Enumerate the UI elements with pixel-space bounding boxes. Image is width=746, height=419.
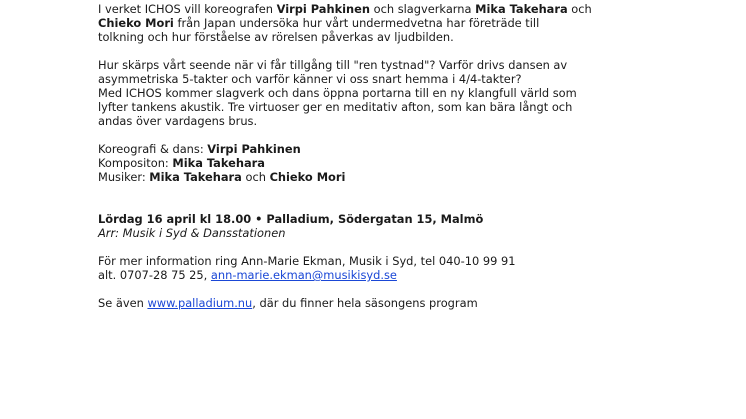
intro-line-2: [98, 16, 738, 30]
choreographer-name: Virpi Pahkinen: [276, 2, 370, 16]
para2-line-1: Hur skärps vårt seende när vi får tillgång till "ren tystnad"? Varför drivs dansen av: [98, 58, 568, 72]
spacer: [98, 44, 738, 58]
event-arranger: Arr: Musik i Syd & Dansstationen: [98, 226, 286, 240]
credit-name: Chieko Mori: [269, 170, 346, 184]
palladium-website-link[interactable]: www.palladium.nu: [147, 296, 253, 310]
see-also-suffix: , där du finner hela säsongens program: [252, 296, 478, 310]
spacer: [98, 240, 738, 254]
credit-name: Mika Takehara: [172, 156, 265, 170]
intro-text: och slagverkarna: [370, 2, 476, 16]
percussionist-name: Chieko Mori: [98, 16, 174, 30]
contact-line-1: För mer information ring Ann-Marie Ekman, Musik i Syd, tel 040-10 99 91: [98, 254, 516, 268]
intro-text: från Japan undersöka hur vårt undermedvetna har företräde till: [173, 16, 540, 30]
credit-choreography: [98, 142, 738, 156]
spacer: [98, 184, 738, 212]
contact-phone-text: alt. 0707-28 75 25,: [98, 268, 211, 282]
para2-line-5: andas över vardagens brus.: [98, 114, 258, 128]
spacer: [98, 282, 738, 296]
spacer: [98, 128, 738, 142]
see-also-prefix: Se även: [98, 296, 148, 310]
credit-label: Musiker:: [98, 170, 150, 184]
intro-line-1: [98, 2, 738, 16]
intro-text: I verket ICHOS vill koreografen: [98, 2, 277, 16]
credit-label: Kompositon:: [98, 156, 173, 170]
press-release-body: [98, 2, 738, 310]
credit-label: Koreografi & dans:: [98, 142, 208, 156]
credit-composer: [98, 156, 738, 170]
credit-musicians: [98, 170, 738, 184]
contact-email-link[interactable]: ann-marie.ekman@musikisyd.se: [210, 268, 397, 282]
event-date-place-text: Lördag 16 april kl 18.00 • Palladium, Södergatan 15, Malmö: [98, 212, 484, 226]
percussionist-name: Mika Takehara: [475, 2, 568, 16]
credit-connector: och: [241, 170, 270, 184]
contact-line-2: [98, 268, 738, 282]
para2-line-4: lyfter tankens akustik. Tre virtuoser ger en meditativ afton, som kan bära långt och: [98, 100, 573, 114]
intro-text: och: [567, 2, 592, 16]
credit-name: Virpi Pahkinen: [207, 142, 301, 156]
para2-line-2: asymmetriska 5-takter och varför känner vi oss snart hemma i 4/4-takter?: [98, 72, 522, 86]
intro-line-3: tolkning och hur förståelse av rörelsen påverkas av ljudbilden.: [98, 30, 454, 44]
credit-name: Mika Takehara: [149, 170, 242, 184]
see-also-line: [98, 296, 738, 310]
para2-line-3: Med ICHOS kommer slagverk och dans öppna portarna till en ny klangfull värld som: [98, 86, 577, 100]
event-date-place: [98, 212, 738, 226]
